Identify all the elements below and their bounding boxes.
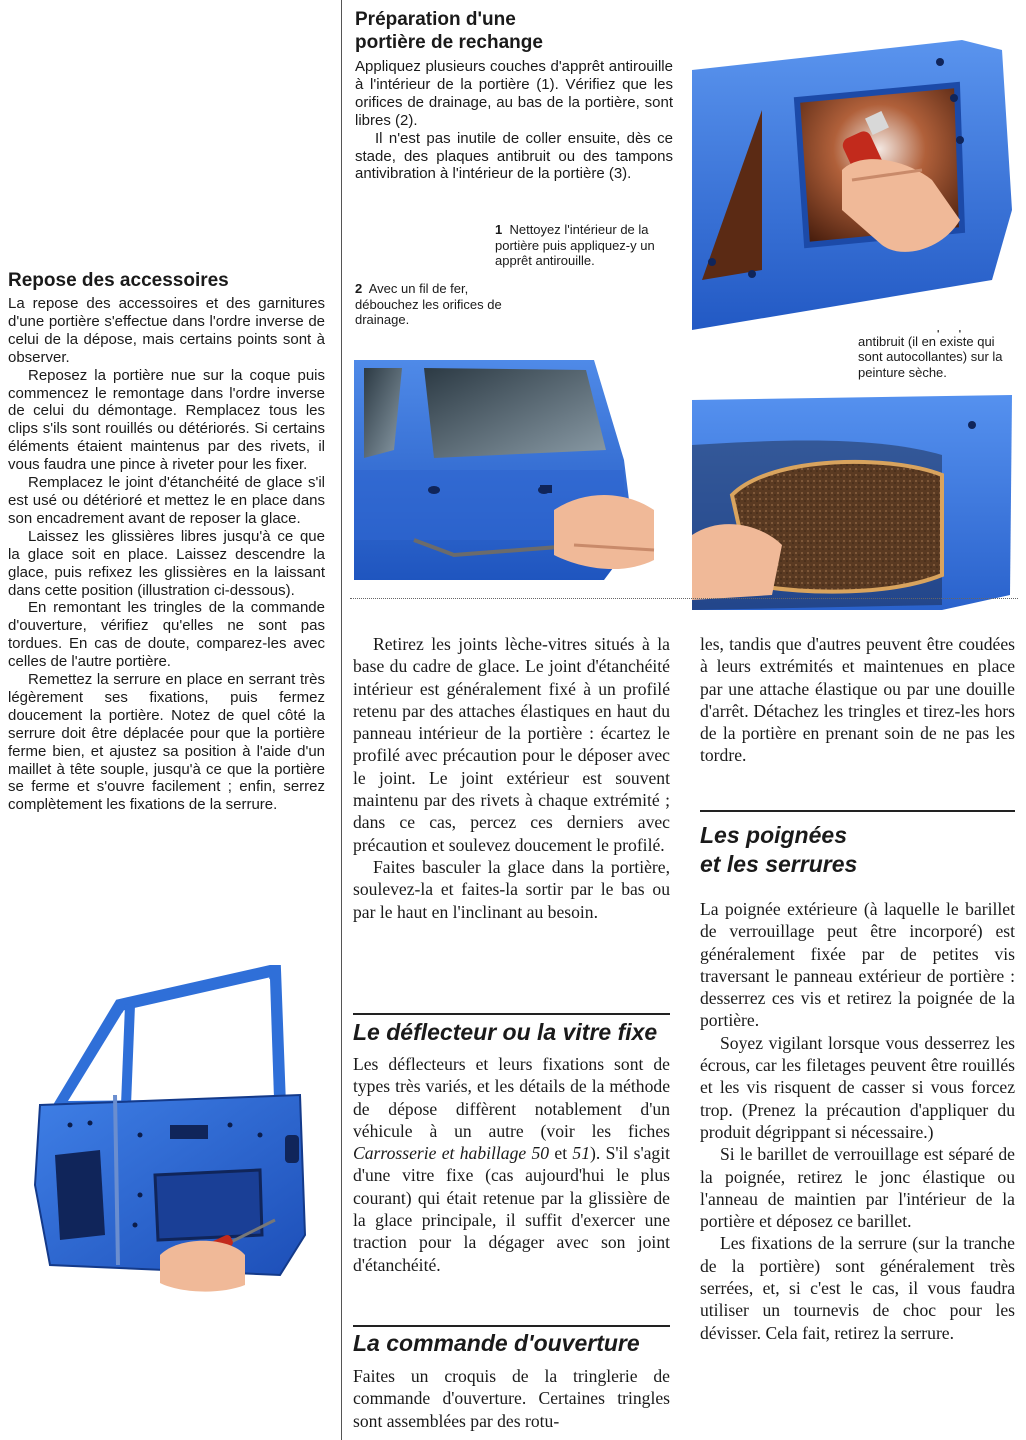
illustration-full-door [30,965,335,1295]
repose-paragraph-3: Remplacez le joint d'étanchéité de glace s'il est usé ou détérioré et mettez le en place dans son encadrement avant de reposer la glace. [8,474,325,527]
photo-antinoise-panel [692,395,1018,610]
photo-antinoise-panel-illustration [692,395,1018,610]
prep-title: Préparation d'une portière de rechange [355,9,543,53]
illustration-full-door-svg [30,965,335,1295]
repose-section [8,270,325,814]
mid-paragraph-1: Retirez les joints lèche-vitres situés à la base du cadre de glace. Le joint d'étanchéité intérieur est généralement fixé à un profilé retenu par des attaches élastiques en haut du panneau intérieur de la portière : écartez le profilé avec précaution pour le déposer avec le joint. Le joint extérieur est souvent maintenu par des rivets à chaque extrémité ; dans ce cas, percez ces derniers avec précaution et soulevez doucement le profilé. [353,634,670,855]
deflect-section [353,1053,670,1276]
right-paragraph-1: les, tandis que d'autres peuvent être coudées à leurs extrémités et maintenues en place par une attache élastique ou par une douille d'arrêt. Détachez les tringles et tirez-les hors de la portière en prenant soin de ne pas les tordre. [700,634,1015,766]
repose-paragraph-2: Reposez la portière nue sur la coque puis commencez le remontage dans l'ordre inverse de celui du démontage. Remplacez tous les clips s'ils sont rouillés ou détériorés. Si certains éléments étaient maintenus par des rivets, il vous faudra une pince à riveter pour les fixer. [8,366,325,474]
deflect-rule [353,1013,670,1015]
commande-section [353,1365,670,1432]
mid-paragraph-2: Faites basculer la glace dans la portière, soulevez-la et faites-la sortir par le bas ou par le haut en l'inclinant au besoin. [353,856,670,922]
repose-paragraph-1: La repose des accessoires et des garnitures d'une portière s'effectue dans l'ordre inverse de celui de la dépose, mais certains points sont à observer. [8,295,325,366]
commande-rule [353,1325,670,1327]
deflect-paragraph: Les déflecteurs et leurs fixations sont de types très variés, et les détails de la méthode de dépose diffèrent notablement d'un véhicule à un autre (voir les fiches Carrosserie et habillage 50 et 51). S'il s'agit d'une vitre fixe (cas aujourd'hui le plus courant) qui était retenue par la glissière de la glace principale, il suffit d'exercer une traction pour la dégager avec son joint d'étanchéité. [353,1054,671,1275]
photo-door-spray-illustration [692,30,1018,330]
commande-paragraph: Faites un croquis de la tringlerie de commande d'ouverture. Certaines tringles sont assemblées par des rotu- [353,1366,670,1431]
repose-paragraph-5: En remontant les tringles de la commande d'ouverture, vérifiez qu'elles ne sont pas tordues. En cas de doute, comparez-les avec celles de l'autre portière. [8,599,325,671]
section-divider [350,598,1018,599]
poignees-section [700,898,1015,1344]
column-divider [341,0,342,1440]
right-column-top [700,633,1015,767]
middle-column [353,633,670,923]
photo-door-drainage-illustration [354,340,674,580]
prep-paragraph-1: Appliquez plusieurs couches d'apprêt antirouille à l'intérieur de la portière (1). Vérifiez que les orifices de drainage, au bas de la portière, sont libres (2). [355,58,673,129]
caption-1: 1 Nettoyez l'intérieur de la portière puis appliquez-y un apprêt antirouille. [495,222,655,268]
caption-3: antibruit (il en existe qui sont autocollantes) sur la peinture sèche. [858,333,1003,380]
repose-paragraph-6: Remettez la serrure en place en serrant très légèrement ses fixations, puis fermez doucement la portière. Notez de quel côté la serrure doit être déplacée pour que la portière ferme bien, et ajustez sa position à l'aide d'un maillet à tête souple, jusqu'à ce que la portière se ferme et s'ouvre facilement ; enfin, serrez complètement les fixations de la serrure. [8,671,325,814]
photo-door-spray [692,30,1018,330]
commande-title: La commande d'ouverture [353,1330,640,1356]
right-paragraph-5: Les fixations de la serrure (sur la tranche de la portière) sont généralement très serrées, et, si c'est le cas, il vous faudra utiliser un tournevis de choc pour les dévisser. Cela fait, retirez la serrure. [700,1233,1015,1343]
right-paragraph-2: La poignée extérieure (à laquelle le barillet de verrouillage peut être incorporé) est généralement fixée par de petites vis traversant le panneau extérieur de portière : desserrez ces vis et retirez la poignée de la portière. [700,899,1015,1031]
prep-paragraph-2: Il n'est pas inutile de coller ensuite, dès ce stade, des plaques antibruit ou des tampons antivibration à l'intérieur de la portière (3). [355,129,673,183]
poignees-title: Les poignées et les serrures [700,822,858,877]
prep-section [355,8,673,183]
right-paragraph-3: Soyez vigilant lorsque vous desserrez les écrous, car les filetages peuvent être rouillés et les vis risquent de casser si vous forcez trop. (Prenez la précaution d'appliquer du produit dégrippant si nécessaire.) [700,1032,1015,1142]
right-paragraph-4: Si le barillet de verrouillage est séparé de la poignée, retirez le jonc élastique ou l'anneau de maintien par l'intérieur de la portière et déposez ce barillet. [700,1144,1015,1232]
poignees-rule [700,810,1015,812]
deflect-title: Le déflecteur ou la vitre fixe [353,1019,658,1045]
photo-door-drainage [354,340,674,580]
repose-paragraph-4: Laissez les glissières libres jusqu'à ce que la glace soit en place. Laissez descendre la glace, puis refixez les glissières en la laissant dans cette position (illustration ci-dessous). [8,527,325,599]
caption-2: 2 Avec un fil de fer, débouchez les orifices de drainage. [355,281,502,327]
repose-title: Repose des accessoires [8,270,229,291]
